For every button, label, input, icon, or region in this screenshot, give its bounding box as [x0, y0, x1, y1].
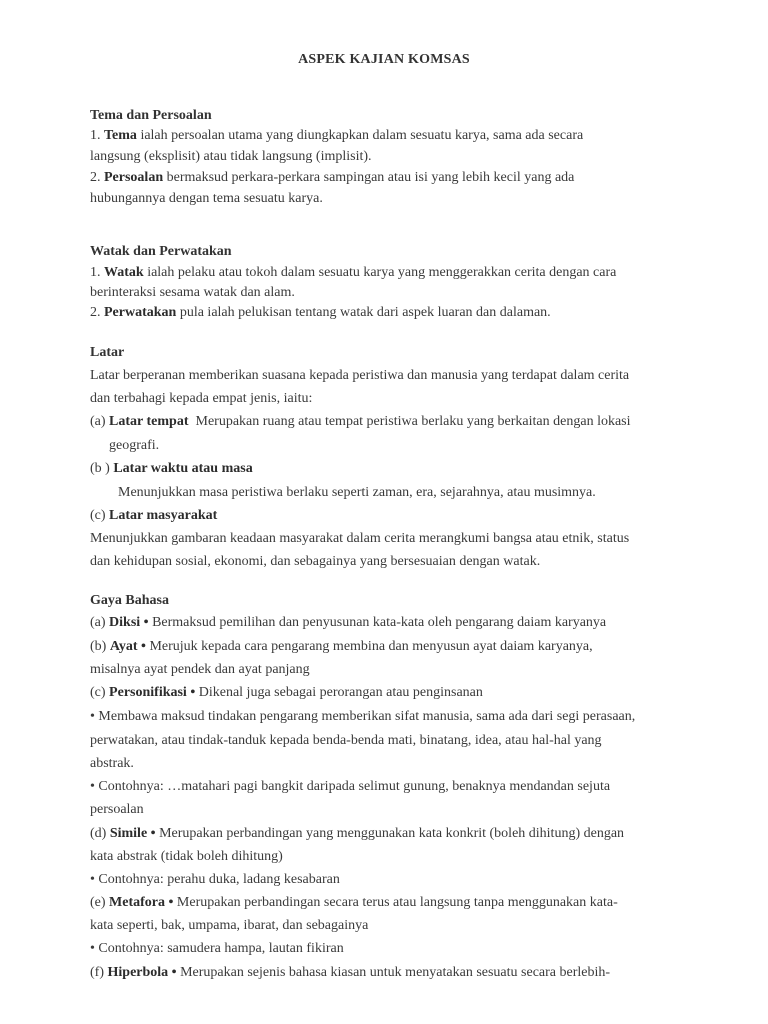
term: Tema: [104, 128, 137, 143]
term: Latar tempat: [109, 414, 189, 429]
paragraph-line: 2. Persoalan bermaksud perkara-perkara sampingan atau isi yang lebih kecil yang ada: [90, 170, 575, 185]
term: Latar waktu atau masa: [113, 461, 253, 476]
term: Personifikasi •: [109, 685, 196, 700]
list-item: (f) Hiperbola • Merupakan sejenis bahasa kiasan untuk menyatakan sesuatu secara berlebih-: [90, 965, 611, 980]
bullet-line: • Contohnya: …matahari pagi bangkit daripada selimut gunung, benaknya mendandan sejuta: [90, 779, 611, 794]
paragraph-line: Menunjukkan gambaran keadaan masyarakat dalam cerita merangkumi bangsa atau etnik, status: [90, 531, 630, 546]
list-item: (c) Latar masyarakat: [90, 508, 218, 523]
paragraph-line: dan kehidupan sosial, ekonomi, dan sebagainya yang bersesuaian dengan watak.: [90, 554, 541, 569]
term: Hiperbola •: [107, 965, 177, 980]
paragraph-line: langsung (eksplisit) atau tidak langsung (implisit).: [90, 149, 372, 164]
section-heading-gaya-bahasa: Gaya Bahasa: [90, 593, 169, 608]
list-item: (b) Ayat • Merujuk kepada cara pengarang membina dan menyusun ayat daiam karyanya,: [90, 639, 593, 654]
paragraph-line: abstrak.: [90, 756, 134, 771]
paragraph-line: Menunjukkan masa peristiwa berlaku seperti zaman, era, sejarahnya, atau musimnya.: [118, 485, 596, 500]
paragraph-line: kata abstrak (tidak boleh dihitung): [90, 849, 283, 864]
term: Simile •: [109, 826, 156, 841]
paragraph-line: dan terbahagi kepada empat jenis, iaitu:: [90, 391, 313, 406]
list-item: (a) Latar tempat Merupakan ruang atau tempat peristiwa berlaku yang berkaitan dengan lokasi: [90, 414, 631, 429]
bullet-line: • Contohnya: perahu duka, ladang kesabaran: [90, 872, 340, 887]
section-heading-latar: Latar: [90, 345, 125, 360]
paragraph-line: 1. Tema ialah persoalan utama yang diungkapkan dalam sesuatu karya, sama ada secara: [90, 128, 584, 143]
paragraph-line: Latar berperanan memberikan suasana kepada peristiwa dan manusia yang terdapat dalam cerita: [90, 368, 630, 383]
paragraph-line: persoalan: [90, 802, 144, 817]
paragraph-line: 1. Watak ialah pelaku atau tokoh dalam sesuatu karya yang menggerakkan cerita dengan cara: [90, 265, 617, 280]
term: Latar masyarakat: [109, 508, 218, 523]
paragraph-line: hubungannya dengan tema sesuatu karya.: [90, 191, 323, 206]
section-heading-watak: Watak dan Perwatakan: [90, 244, 232, 259]
list-item: (d) Simile • Merupakan perbandingan yang menggunakan kata konkrit (boleh dihitung) dengan: [90, 826, 625, 841]
list-item: (b ) Latar waktu atau masa: [90, 461, 253, 476]
list-item: (a) Diksi • Bermaksud pemilihan dan penyusunan kata-kata oleh pengarang daiam karyanya: [90, 615, 607, 630]
list-item: (c) Personifikasi • Dikenal juga sebagai perorangan atau penginsanan: [90, 685, 483, 700]
term: Persoalan: [104, 170, 164, 185]
paragraph-line: misalnya ayat pendek dan ayat panjang: [90, 662, 310, 677]
term: Metafora •: [109, 895, 174, 910]
paragraph-line: perwatakan, atau tindak-tanduk kepada benda-benda mati, binatang, idea, atau hal-hal yang: [90, 733, 602, 748]
bullet-line: • Contohnya: samudera hampa, lautan fikiran: [90, 941, 344, 956]
term: Ayat •: [109, 639, 146, 654]
term: Perwatakan: [104, 305, 177, 320]
section-heading-tema: Tema dan Persoalan: [90, 108, 212, 123]
paragraph-line: berinteraksi sesama watak dan alam.: [90, 285, 295, 300]
term: Diksi •: [109, 615, 149, 630]
paragraph-line: geografi.: [109, 438, 160, 453]
paragraph-line: 2. Perwatakan pula ialah pelukisan tentang watak dari aspek luaran dan dalaman.: [90, 305, 551, 320]
bullet-line: • Membawa maksud tindakan pengarang memberikan sifat manusia, sama ada dari segi perasaan,: [90, 709, 636, 724]
term: Watak: [104, 265, 144, 280]
list-item: (e) Metafora • Merupakan perbandingan secara terus atau langsung tanpa menggunakan kata-: [90, 895, 618, 910]
document-title: ASPEK KAJIAN KOMSAS: [298, 52, 470, 67]
paragraph-line: kata seperti, bak, umpama, ibarat, dan sebagainya: [90, 918, 369, 933]
